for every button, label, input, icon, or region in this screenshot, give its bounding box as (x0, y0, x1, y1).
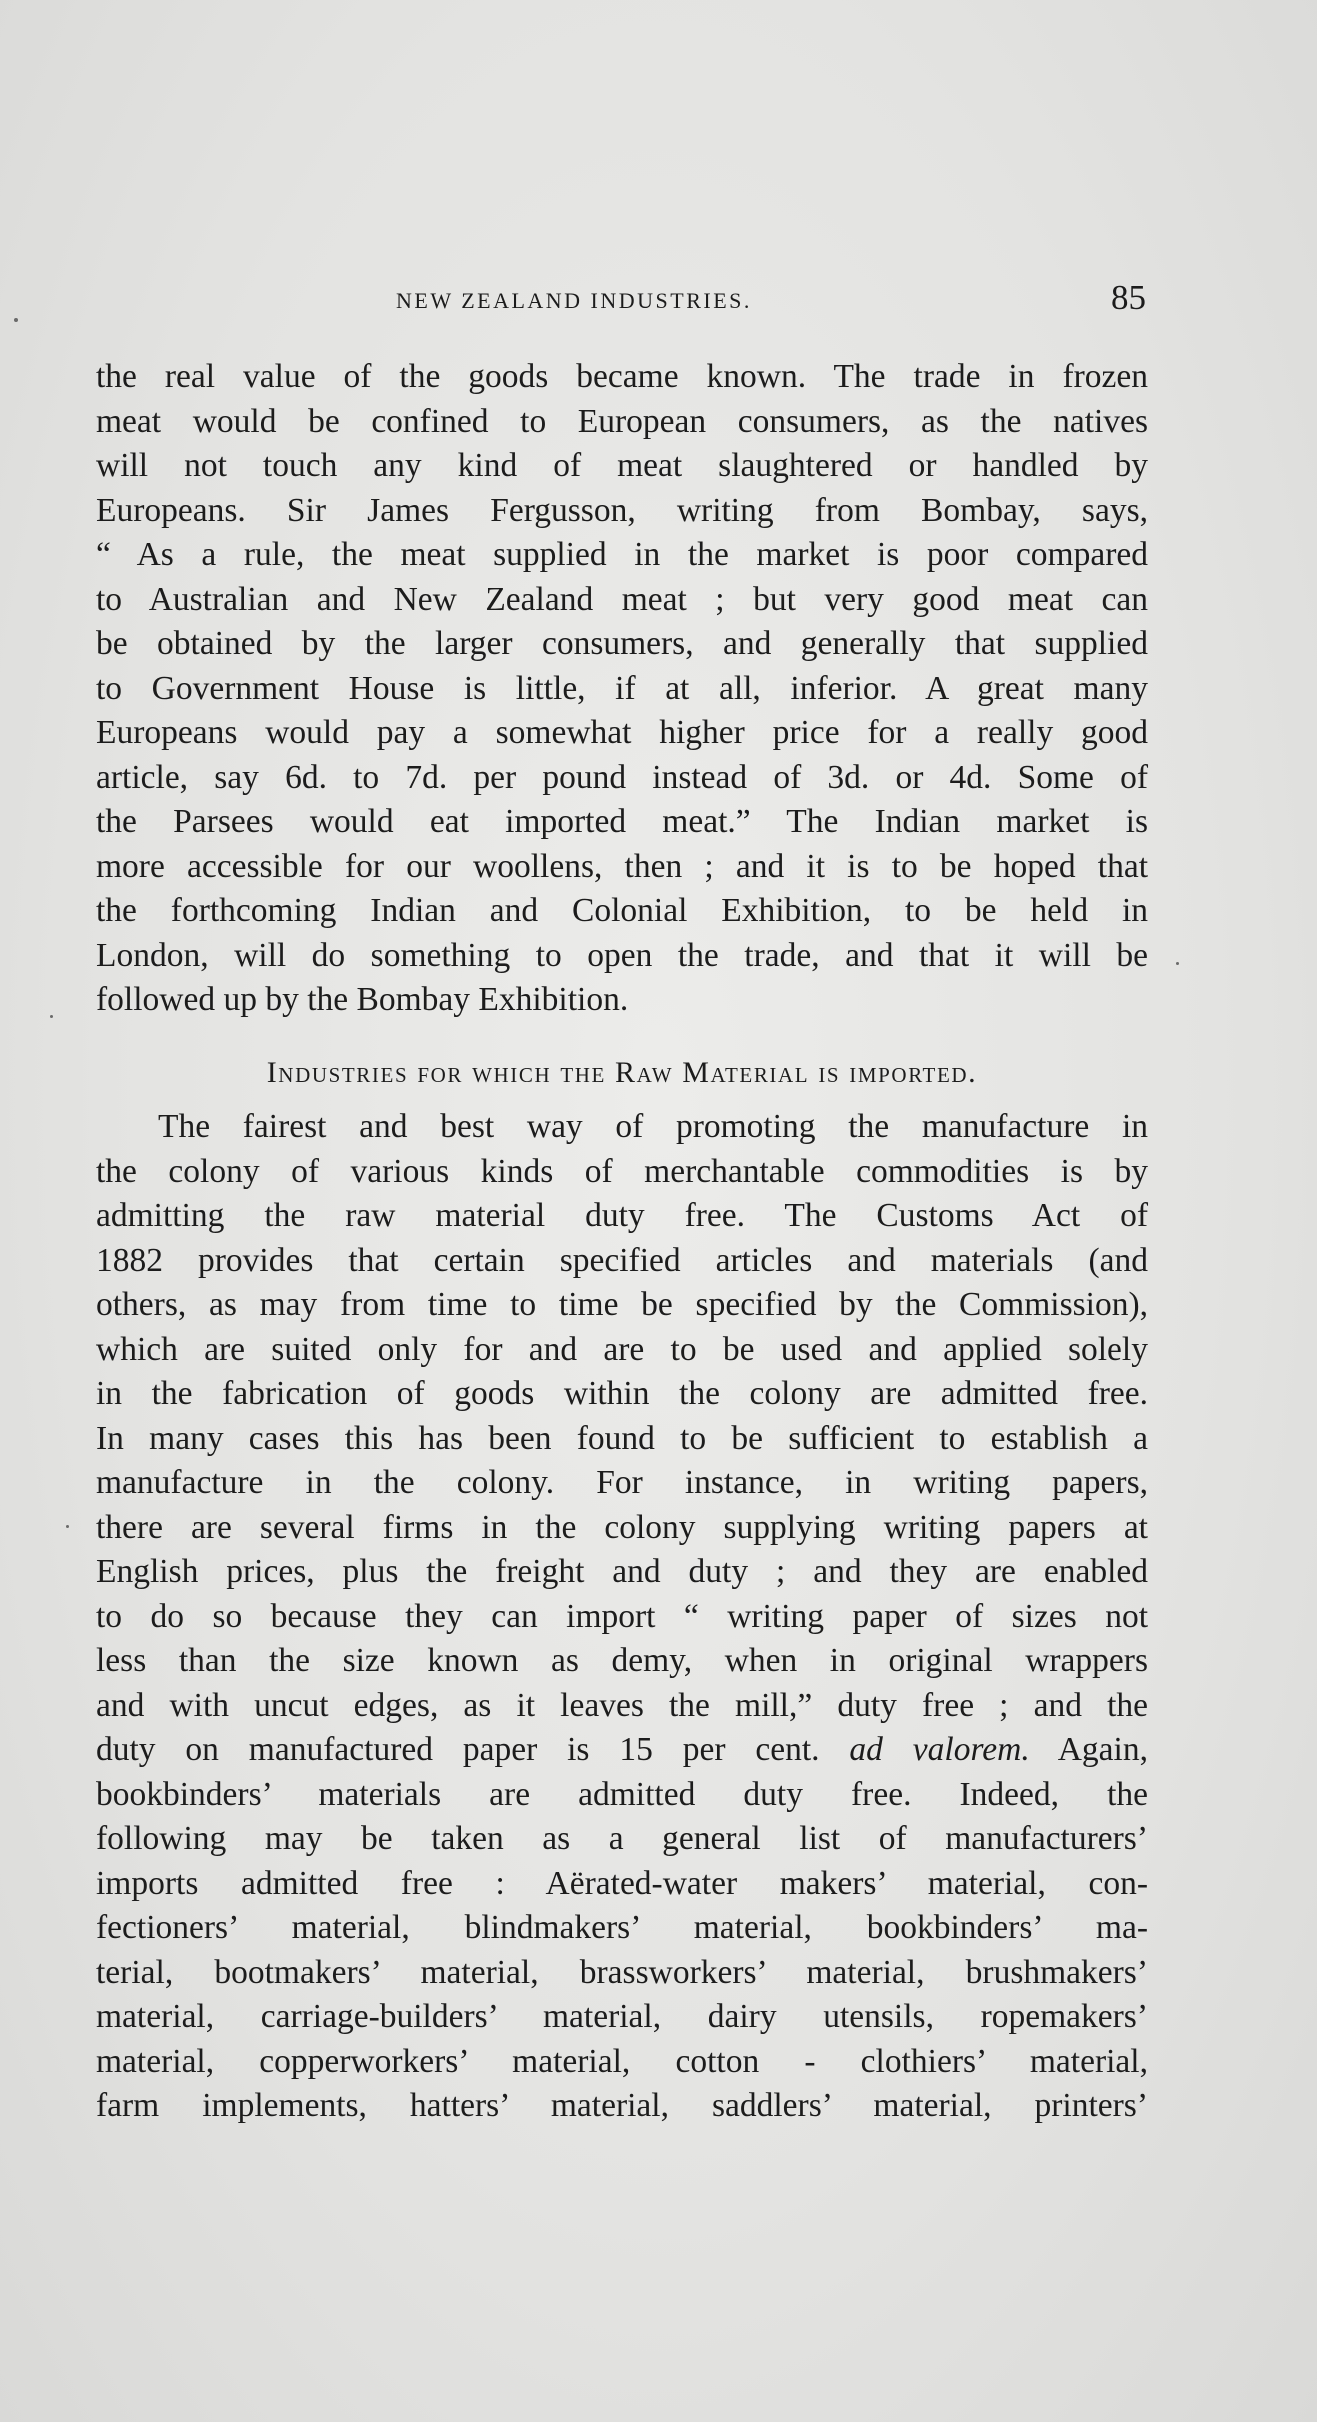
text-line: the Parsees would eat imported meat.” The Indian market is (96, 803, 1148, 840)
running-head (96, 278, 1146, 322)
text-line: to Government House is little, if at all, inferior. A great many (96, 669, 1148, 707)
body-text (96, 355, 1148, 2129)
text-line: the forthcoming Indian and Colonial Exhibition, to be held in (96, 892, 1148, 929)
page-number: 85 (1111, 278, 1146, 317)
text-line: admitting the raw material duty free. The Customs Act of (96, 1197, 1148, 1234)
text-line: others, as may from time to time be specified by the Commission), (96, 1286, 1148, 1323)
text-segment: Again, (1029, 1731, 1148, 1768)
text-line: will not touch any kind of meat slaughtered or handled by (96, 447, 1148, 484)
text-line: and with uncut edges, as it leaves the mill,” duty free ; and the (96, 1686, 1148, 1724)
text-line: fectioners’ material, blindmakers’ material, bookbinders’ ma- (96, 1909, 1148, 1946)
text-line: followed up by the Bombay Exhibition. (96, 981, 629, 1018)
paper-speck (1176, 962, 1179, 965)
paper-speck (14, 318, 18, 322)
text-line: which are suited only for and are to be used and applied solely (96, 1330, 1148, 1368)
text-line: Europeans. Sir James Fergusson, writing from Bombay, says, (96, 491, 1148, 529)
text-line: bookbinders’ materials are admitted duty free. Indeed, the (96, 1775, 1148, 1813)
text-line: London, will do something to open the trade, and that it will be (96, 936, 1148, 974)
text-line: English prices, plus the freight and duty ; and they are enabled (96, 1553, 1148, 1590)
text-line: the real value of the goods became known. The trade in frozen (96, 358, 1148, 395)
italic-phrase: ad valorem. (849, 1731, 1030, 1768)
text-line: be obtained by the larger consumers, and generally that supplied (96, 625, 1148, 662)
section-heading: Industries for which the Raw Material is imported. (266, 1055, 978, 1089)
text-line: to do so because they can import “ writing paper of sizes not (96, 1597, 1148, 1635)
text-line: imports admitted free : Aërated-water makers’ material, con- (96, 1864, 1148, 1902)
text-line: terial, bootmakers’ material, brassworkers’ material, brushmakers’ (96, 1953, 1148, 1991)
text-line: meat would be confined to European consumers, as the natives (96, 402, 1148, 440)
text-line: farm implements, hatters’ material, saddlers’ material, printers’ (96, 2087, 1148, 2124)
text-line: more accessible for our woollens, then ; and it is to be hoped that (96, 847, 1148, 885)
paper-speck (66, 1525, 69, 1528)
text-line: to Australian and New Zealand meat ; but very good meat can (96, 580, 1148, 618)
spacer (96, 1095, 1148, 1105)
text-segment: duty on manufactured paper is 15 per cent. (96, 1731, 850, 1768)
text-line: article, say 6d. to 7d. per pound instead of 3d. or 4d. Some of (96, 758, 1148, 796)
text-line: following may be taken as a general list of manufacturers’ (96, 1820, 1148, 1857)
text-line: The fairest and best way of promoting the manufacture in (158, 1108, 1148, 1145)
paragraph-2 (96, 1105, 1148, 2129)
text-line: 1882 provides that certain specified articles and materials (and (96, 1241, 1148, 1279)
spacer (96, 1023, 1148, 1051)
text-line: there are several firms in the colony supplying writing papers at (96, 1508, 1148, 1546)
text-line: material, copperworkers’ material, cotton - clothiers’ material, (96, 2042, 1148, 2080)
text-line: in the fabrication of goods within the colony are admitted free. (96, 1375, 1148, 1412)
text-line: “ As a rule, the meat supplied in the market is poor compared (96, 536, 1148, 573)
running-title: NEW ZEALAND INDUSTRIES. (396, 288, 752, 313)
text-line: manufacture in the colony. For instance, in writing papers, (96, 1464, 1148, 1501)
text-line: In many cases this has been found to be sufficient to establish a (96, 1419, 1148, 1457)
paper-speck (50, 1015, 53, 1018)
text-line: material, carriage-builders’ material, dairy utensils, ropemakers’ (96, 1998, 1148, 2035)
text-line: the colony of various kinds of merchantable commodities is by (96, 1152, 1148, 1190)
text-line-with-italic (96, 1728, 1148, 1773)
paragraph-1 (96, 355, 1148, 1023)
text-line: less than the size known as demy, when in original wrappers (96, 1642, 1148, 1679)
text-line: Europeans would pay a somewhat higher price for a really good (96, 714, 1148, 751)
